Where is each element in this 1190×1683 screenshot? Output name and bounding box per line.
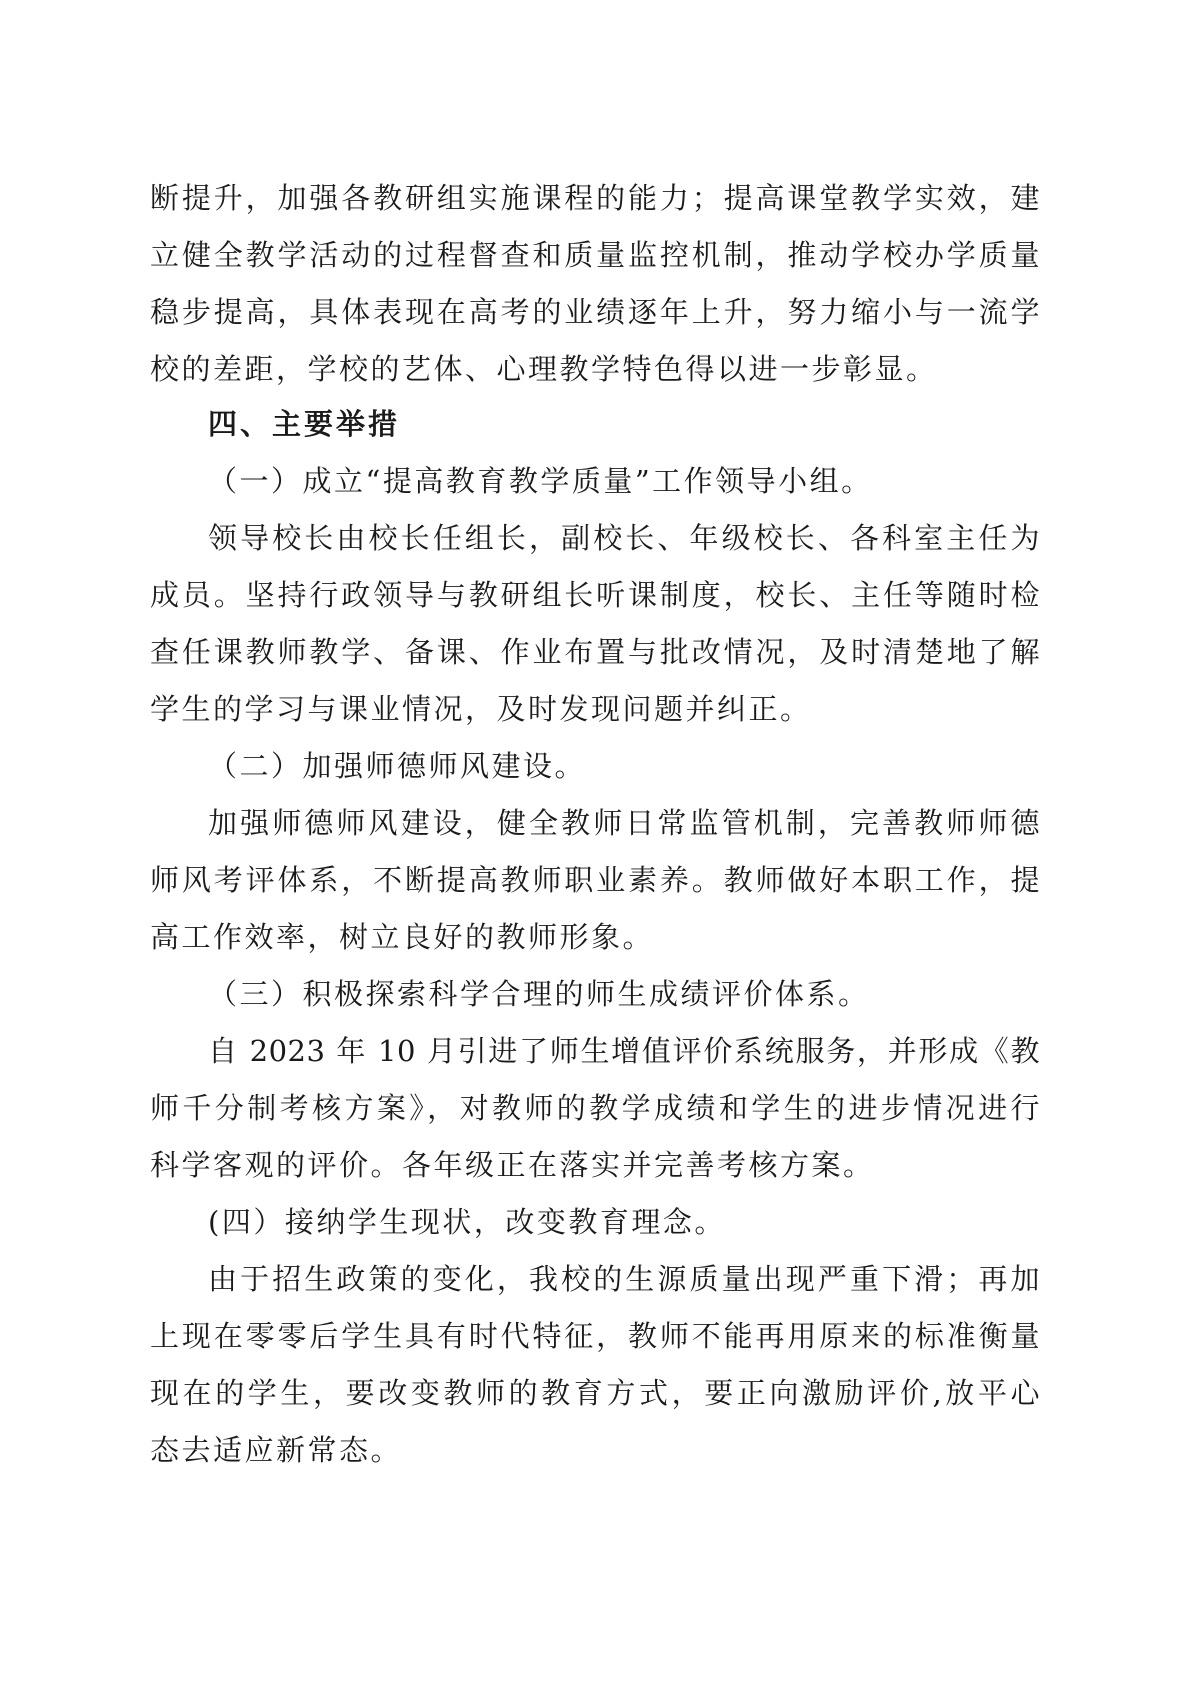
paragraph-line: 断提升，加强各教研组实施课程的能力；提高课堂教学实效，建 <box>150 181 1040 215</box>
paragraph-line: 查任课教师教学、备课、作业布置与批改情况，及时清楚地了解 <box>150 635 1040 669</box>
paragraph-line: 立健全教学活动的过程督查和质量监控机制，推动学校办学质量 <box>150 238 1040 272</box>
paragraph-line: 态去适应新常态。 <box>150 1433 403 1467</box>
paragraph-line: 校的差距，学校的艺体、心理教学特色得以进一步彰显。 <box>150 352 938 386</box>
paragraph-line: 高工作效率，树立良好的教师形象。 <box>150 920 655 954</box>
subsection-title-2: （二）加强师德师风建设。 <box>208 749 587 783</box>
paragraph-line: 科学客观的评价。各年级正在落实并完善考核方案。 <box>150 1148 875 1182</box>
paragraph-line: 成员。坚持行政领导与教研组长听课制度，校长、主任等随时检 <box>150 578 1040 612</box>
subsection-title-1: （一）成立“提高教育教学质量”工作领导小组。 <box>208 464 873 498</box>
paragraph-line: 领导校长由校长任组长，副校长、年级校长、各科室主任为 <box>208 521 1040 555</box>
subsection-title-3: （三）积极探索科学合理的师生成绩评价体系。 <box>208 977 870 1011</box>
paragraph-line: 师风考评体系，不断提高教师职业素养。教师做好本职工作，提 <box>150 863 1040 897</box>
paragraph-line: 稳步提高，具体表现在高考的业绩逐年上升，努力缩小与一流学 <box>150 295 1040 329</box>
paragraph-line: 上现在零零后学生具有时代特征，教师不能再用原来的标准衡量 <box>150 1319 1040 1353</box>
paragraph-line: 自 2023 年 10 月引进了师生增值评价系统服务，并形成《教 <box>208 1034 1041 1068</box>
paragraph-line: 现在的学生，要改变教师的教育方式，要正向激励评价,放平心 <box>150 1376 1040 1410</box>
section-title: 四、主要举措 <box>208 407 401 441</box>
paragraph-line: 学生的学习与课业情况，及时发现问题并纠正。 <box>150 692 812 726</box>
subsection-title-4: (四）接纳学生现状，改变教育理念。 <box>208 1205 726 1239</box>
paragraph-line: 师千分制考核方案》，对教师的教学成绩和学生的进步情况进行 <box>150 1091 1040 1125</box>
paragraph-line: 由于招生政策的变化，我校的生源质量出现严重下滑；再加 <box>208 1262 1040 1296</box>
paragraph-line: 加强师德师风建设，健全教师日常监管机制，完善教师师德 <box>208 806 1040 840</box>
